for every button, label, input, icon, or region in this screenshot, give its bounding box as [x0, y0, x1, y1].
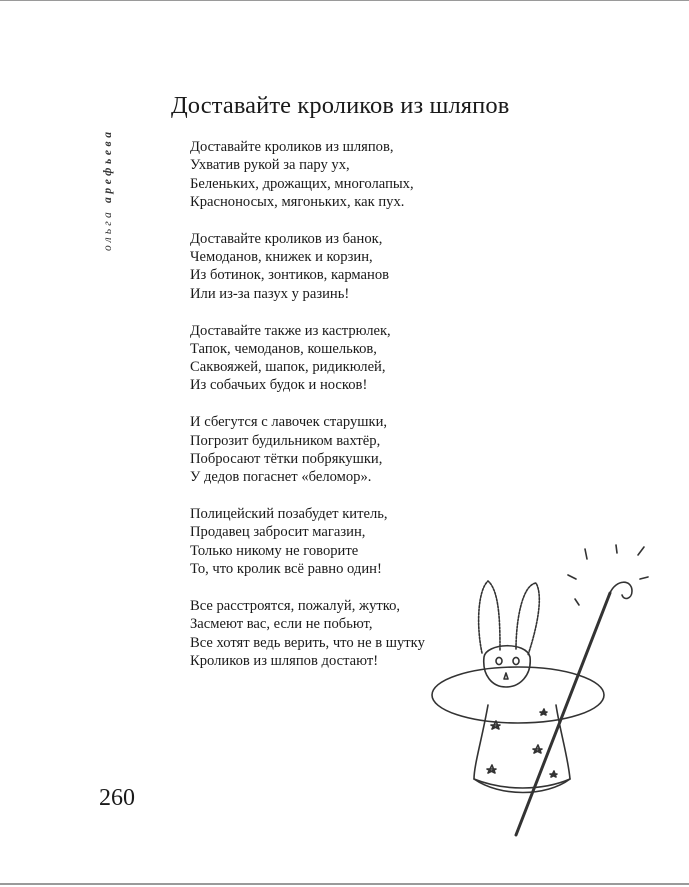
author-first-name: ольга	[102, 209, 114, 251]
poem-line: Из ботинок, зонтиков, карманов	[190, 267, 390, 284]
poem-line: Из собачьих будок и носков!	[190, 377, 368, 394]
poem-line: Ухватив рукой за пару ух,	[190, 157, 350, 174]
stanza	[190, 413, 480, 486]
author-last-name: арефьева	[102, 128, 114, 203]
poem-line: Продавец забросит магазин,	[190, 524, 366, 541]
page-bottom-border	[0, 883, 689, 885]
running-head-author	[97, 96, 119, 251]
poem-line: Все хотят ведь верить, что не в шутку	[190, 634, 425, 651]
stanza	[190, 230, 480, 303]
poem-line: Доставайте кроликов из шляпов,	[190, 139, 394, 155]
poem-line: Все расстроятся, пожалуй, жутко,	[190, 597, 401, 614]
poem-line: То, что кролик всё равно один!	[190, 561, 382, 578]
poem-line: Засмеют вас, если не побьют,	[190, 616, 373, 633]
poem-line: Только никому не говорите	[190, 542, 359, 559]
poem-line: Доставайте кроликов из банок,	[190, 230, 383, 247]
poem-line: Саквояжей, шапок, ридикюлей,	[190, 359, 386, 376]
rabbit-in-top-hat-with-magic-wand-icon	[420, 535, 660, 855]
poem-title: Доставайте кроликов из шляпов	[171, 92, 510, 119]
poem-line: У дедов погаснет «беломор».	[190, 469, 372, 486]
poem-line: Беленьких, дрожащих, многолапых,	[190, 175, 414, 192]
poem-line: И сбегутся с лавочек старушки,	[190, 414, 388, 431]
poem-line: Полицейский позабудет китель,	[190, 506, 388, 523]
poem-line: Красноносых, мягоньких, как пух.	[190, 193, 405, 210]
poem-line: Доставайте также из кастрюлек,	[190, 322, 391, 339]
stanza	[190, 138, 480, 211]
poem-line: Или из-за пазух у разинь!	[190, 285, 350, 302]
poem-line: Погрозит будильником вахтёр,	[190, 432, 381, 449]
page-top-border	[0, 0, 689, 1]
poem-line: Кроликов из шляпов достают!	[190, 652, 379, 669]
poem-line: Тапок, чемоданов, кошельков,	[190, 340, 377, 357]
stanza	[190, 322, 480, 395]
poem-line: Побросают тётки побрякушки,	[190, 450, 383, 467]
poem-line: Чемоданов, книжек и корзин,	[190, 249, 373, 266]
page-number: 260	[99, 785, 135, 811]
